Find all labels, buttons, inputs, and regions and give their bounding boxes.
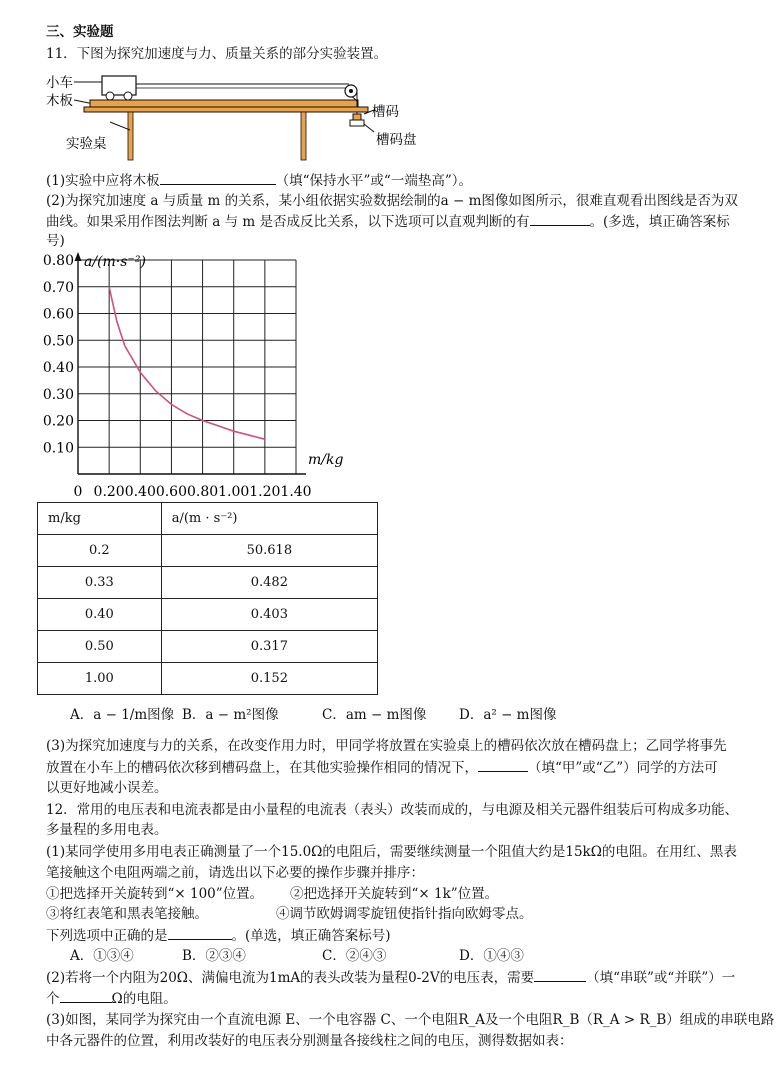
section-title: 三、实验题 — [46, 24, 114, 40]
q11-part3-line2: 放置在小车上的槽码依次移到槽码盘上，在其他实验操作相同的情况下， （填“甲”或“乙”）同学的方法可 — [46, 757, 718, 778]
option-d[interactable]: D．a² − m图像 — [459, 707, 557, 723]
a-m-chart — [40, 250, 350, 502]
y-tick-label: 0.10 — [42, 440, 74, 457]
cell-a: 0.152 — [161, 663, 377, 695]
data-table — [37, 502, 378, 695]
data-curve — [109, 287, 265, 439]
x-tick-label: 0 — [73, 484, 83, 500]
y-tick-label: 0.20 — [42, 413, 74, 430]
q11-intro: 11．下图为探究加速度与力、质量关系的部分实验装置。 — [46, 46, 388, 62]
cart — [102, 76, 136, 95]
table-row — [38, 567, 378, 599]
x-tick-label: 0.20 — [93, 484, 125, 500]
y-axis-label: a/(m·s⁻²) — [84, 254, 146, 270]
q11-part3-line1: (3)为探究加速度与力的关系，在改变作用力时，甲同学将放置在实验桌上的槽码依次放在槽码盘上；乙同学将事先 — [46, 738, 727, 754]
y-tick-label: 0.40 — [42, 360, 74, 376]
header-m: m/kg — [38, 503, 162, 535]
option-c[interactable]: C．am − m图像 — [322, 707, 427, 723]
table-row — [38, 663, 378, 695]
answer-blank-2[interactable] — [530, 211, 590, 226]
cell-m: 0.2 — [38, 535, 162, 567]
board — [90, 100, 358, 107]
y-axis-arrow — [75, 252, 82, 261]
step-1: ①把选择开关旋转到“× 100”位置。 — [46, 886, 264, 902]
step-2: ②把选择开关旋转到“× 1k”位置。 — [290, 886, 499, 902]
q11-part2-line1: (2)为探究加速度 a 与质量 m 的关系，某小组依据实验数据绘制的a − m图像如图所示，很难直观看出图线是否为双 — [46, 193, 738, 209]
q12-option-a[interactable]: A．①③④ — [70, 948, 134, 964]
q12-part3-line2: 中各元器件的位置，利用改装好的电压表分别测量各接线柱之间的电压，测得数据如表： — [46, 1033, 573, 1049]
q12-part1-question: 下列选项中正确的是 。(单选，填正确答案标号) — [46, 925, 391, 946]
x-tick-label: 0.80 — [186, 484, 219, 500]
y-tick-label: 0.30 — [42, 386, 74, 403]
y-tick-label: 0.70 — [42, 279, 74, 296]
q12-option-c[interactable]: C．②④③ — [322, 948, 387, 964]
q12-option-b[interactable]: B．②③④ — [182, 948, 246, 964]
q12-part2-line1: (2)若将一个内阻为20Ω、满偏电流为1mA的表头改装为量程0-2V的电压表，需要 （填“串联”或“并联”）一 — [46, 967, 735, 988]
answer-blank-1[interactable] — [160, 170, 276, 185]
step-3: ③将红表笔和黑表笔接触。 — [46, 906, 208, 922]
y-tick-label: 0.80 — [42, 253, 74, 269]
q12-line1: 12．常用的电压表和电流表都是由小量程的电流表（表头）改装而成的，与电源及相关元器件组装后可构成多功能、 — [46, 802, 739, 818]
desk-leg-right — [301, 112, 306, 160]
q11-part1: (1)实验中应将木板 （填“保持水平”或“一端垫高”）。 — [46, 170, 472, 191]
cell-a: 0.317 — [161, 631, 377, 663]
weight — [353, 114, 361, 120]
desk-leg-left — [128, 112, 133, 160]
x-tick-label: 0.40 — [124, 484, 156, 500]
weight-pan — [350, 120, 364, 126]
option-b[interactable]: B．a − m²图像 — [182, 707, 279, 723]
cell-m: 0.50 — [38, 631, 162, 663]
answer-blank-5[interactable] — [534, 967, 586, 982]
q11-part3-line3: 以更好地减小误差。 — [46, 780, 168, 796]
x-axis-label: m/kg — [308, 452, 344, 468]
label-cart: 小车 — [46, 75, 73, 91]
cell-a: 50.618 — [161, 535, 377, 567]
q12-part2-line2: 个 Ω的电阻。 — [46, 988, 177, 1009]
q12-line2: 多量程的多用电表。 — [46, 822, 168, 838]
x-tick-label: 1.40 — [280, 484, 312, 500]
y-tick-label: 0.50 — [42, 333, 74, 350]
x-tick-label: 1.20 — [249, 484, 281, 500]
table-row — [38, 631, 378, 663]
q11-part2-line2: 曲线。如果采用作图法判断 a 与 m 是否成反比关系，以下选项可以直观判断的有 。(多选，填正确答案标 — [46, 211, 730, 232]
q12-part3-line1: (3)如图，某同学为探究由一个直流电源 E、一个电容器 C、一个电阻R_A及一个电阻R_B（R_A > R_B）组成的串联电路 — [46, 1012, 775, 1028]
answer-blank-4[interactable] — [168, 925, 232, 940]
q12-option-d[interactable]: D．①④③ — [459, 948, 524, 964]
y-tick-label: 0.60 — [42, 306, 74, 323]
x-tick-label: 0.60 — [155, 484, 188, 500]
answer-blank-3[interactable] — [478, 757, 528, 772]
q11-part2-line3: 号) — [46, 233, 65, 249]
apparatus-diagram — [40, 70, 460, 180]
x-tick-label: 1.00 — [218, 484, 250, 500]
desk-top — [84, 107, 368, 112]
label-board: 木板 — [46, 93, 73, 109]
header-a: a/(m · s⁻²) — [161, 503, 377, 535]
table-row — [38, 535, 378, 567]
cell-m: 0.33 — [38, 567, 162, 599]
cell-a: 0.403 — [161, 599, 377, 631]
cell-m: 1.00 — [38, 663, 162, 695]
cell-a: 0.482 — [161, 567, 377, 599]
answer-blank-6[interactable] — [60, 988, 112, 1003]
label-desk: 实验桌 — [66, 136, 107, 152]
table-row — [38, 599, 378, 631]
cell-m: 0.40 — [38, 599, 162, 631]
step-4: ④调节欧姆调零旋钮使指针指向欧姆零点。 — [276, 906, 533, 922]
table-header-row — [38, 503, 378, 535]
label-pan: 槽码盘 — [376, 132, 417, 148]
option-a[interactable]: A．a − 1/m图像 — [70, 707, 175, 723]
q12-part1-line1: (1)某同学使用多用电表正确测量了一个15.0Ω的电阻后，需要继续测量一个阻值大约是15kΩ的电阻。在用红、黑表 — [46, 844, 737, 860]
label-weight: 槽码 — [372, 104, 399, 120]
q12-part1-line2: 笔接触这个电阻两端之前，请选出以下必要的操作步骤并排序： — [46, 865, 424, 881]
